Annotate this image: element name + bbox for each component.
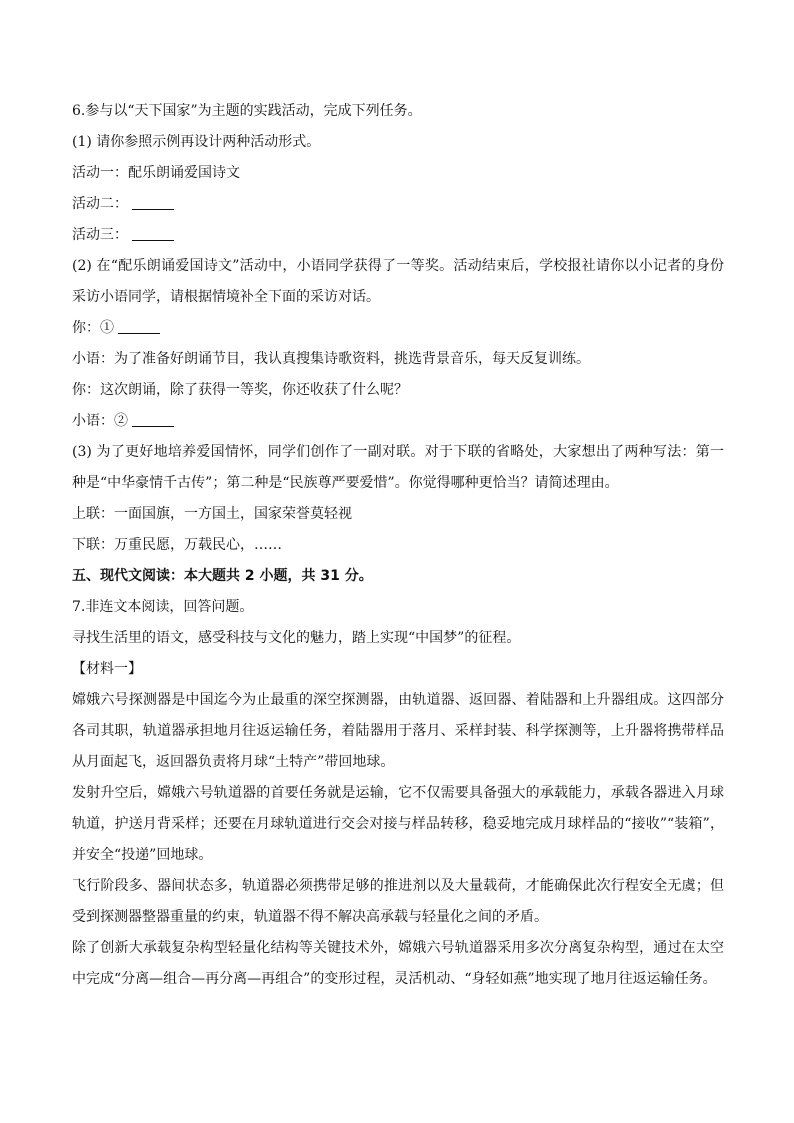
question-7-intro: 寻找生活里的语文，感受科技与文化的魅力，踏上实现“中国梦”的征程。 xyxy=(72,630,521,646)
dialog-xiaoyu-2-label: 小语：② xyxy=(72,413,128,429)
couplet-upper: 上联：一面国旗，一方国土，国家荣誉莫轻视 xyxy=(72,506,352,522)
activity-2 xyxy=(72,189,724,220)
material-1-paragraph-2: 发射升空后，嫦娥六号轨道器的首要任务就是运输，它不仅需要具备强大的承载能力，承载各器进入月球轨道，护送月背采样；还要在月球轨道进行交会对接与样品转移，稳妥地完成月球样品的“接收”“装箱”，并安全“投递”回地球。 xyxy=(72,785,724,863)
section-5-heading: 五、现代文阅读：本大题共 2 小题，共 31 分。 xyxy=(72,568,373,584)
dialog-reporter-1 xyxy=(72,313,724,344)
activity-1: 活动一：配乐朗诵爱国诗文 xyxy=(72,165,240,181)
question-6-part-1: (1) 请你参照示例再设计两种活动形式。 xyxy=(72,134,321,150)
answer-blank xyxy=(132,412,174,427)
couplet-lower: 下联：万重民愿，万载民心，…… xyxy=(72,537,282,553)
material-1-paragraph-4: 除了创新大承载复杂构型轻量化结构等关键技术外，嫦娥六号轨道器采用多次分离复杂构型，通过在太空中完成“分离—组合—再分离—再组合”的变形过程，灵活机动、“身轻如燕”地实现了地月往返运输任务。 xyxy=(72,940,724,987)
document-page xyxy=(72,96,724,995)
answer-blank xyxy=(118,319,160,334)
material-1-paragraph-1: 嫦娥六号探测器是中国迄今为止最重的深空探测器，由轨道器、返回器、着陆器和上升器组成。这四部分各司其职，轨道器承担地月往返运输任务，着陆器用于落月、采样封装、科学探测等，上升器将携带样品从月面起飞，返回器负责将月球“土特产”带回地球。 xyxy=(72,692,724,770)
material-1-label: 【材料一】 xyxy=(72,661,142,677)
answer-blank xyxy=(132,226,174,241)
question-6-part-2: (2) 在“配乐朗诵爱国诗文”活动中，小语同学获得了一等奖。活动结束后，学校报社请你以小记者的身份采访小语同学，请根据情境补全下面的采访对话。 xyxy=(72,258,724,305)
dialog-reporter-2: 你：这次朗诵，除了获得一等奖，你还收获了什么呢？ xyxy=(72,382,408,398)
question-7-title: 7.非连文本阅读，回答问题。 xyxy=(72,599,254,615)
question-6-title: 6.参与以“天下国家”为主题的实践活动，完成下列任务。 xyxy=(72,103,422,119)
answer-blank xyxy=(132,195,174,210)
dialog-xiaoyu-2 xyxy=(72,406,724,437)
activity-3 xyxy=(72,220,724,251)
activity-2-label: 活动二： xyxy=(72,196,128,212)
material-1-paragraph-3: 飞行阶段多、器间状态多，轨道器必须携带足够的推进剂以及大量载荷，才能确保此次行程安全无虞；但受到探测器整器重量的约束，轨道器不得不解决高承载与轻量化之间的矛盾。 xyxy=(72,878,724,925)
dialog-reporter-1-label: 你：① xyxy=(72,320,114,336)
question-6-part-3: (3) 为了更好地培养爱国情怀，同学们创作了一副对联。对于下联的省略处，大家想出了两种写法：第一种是“中华豪情千古传”；第二种是“民族尊严要爱惜”。你觉得哪种更恰当？请简述理由。 xyxy=(72,444,724,491)
activity-3-label: 活动三： xyxy=(72,227,128,243)
dialog-xiaoyu-1: 小语：为了准备好朗诵节目，我认真搜集诗歌资料，挑选背景音乐，每天反复训练。 xyxy=(72,351,590,367)
